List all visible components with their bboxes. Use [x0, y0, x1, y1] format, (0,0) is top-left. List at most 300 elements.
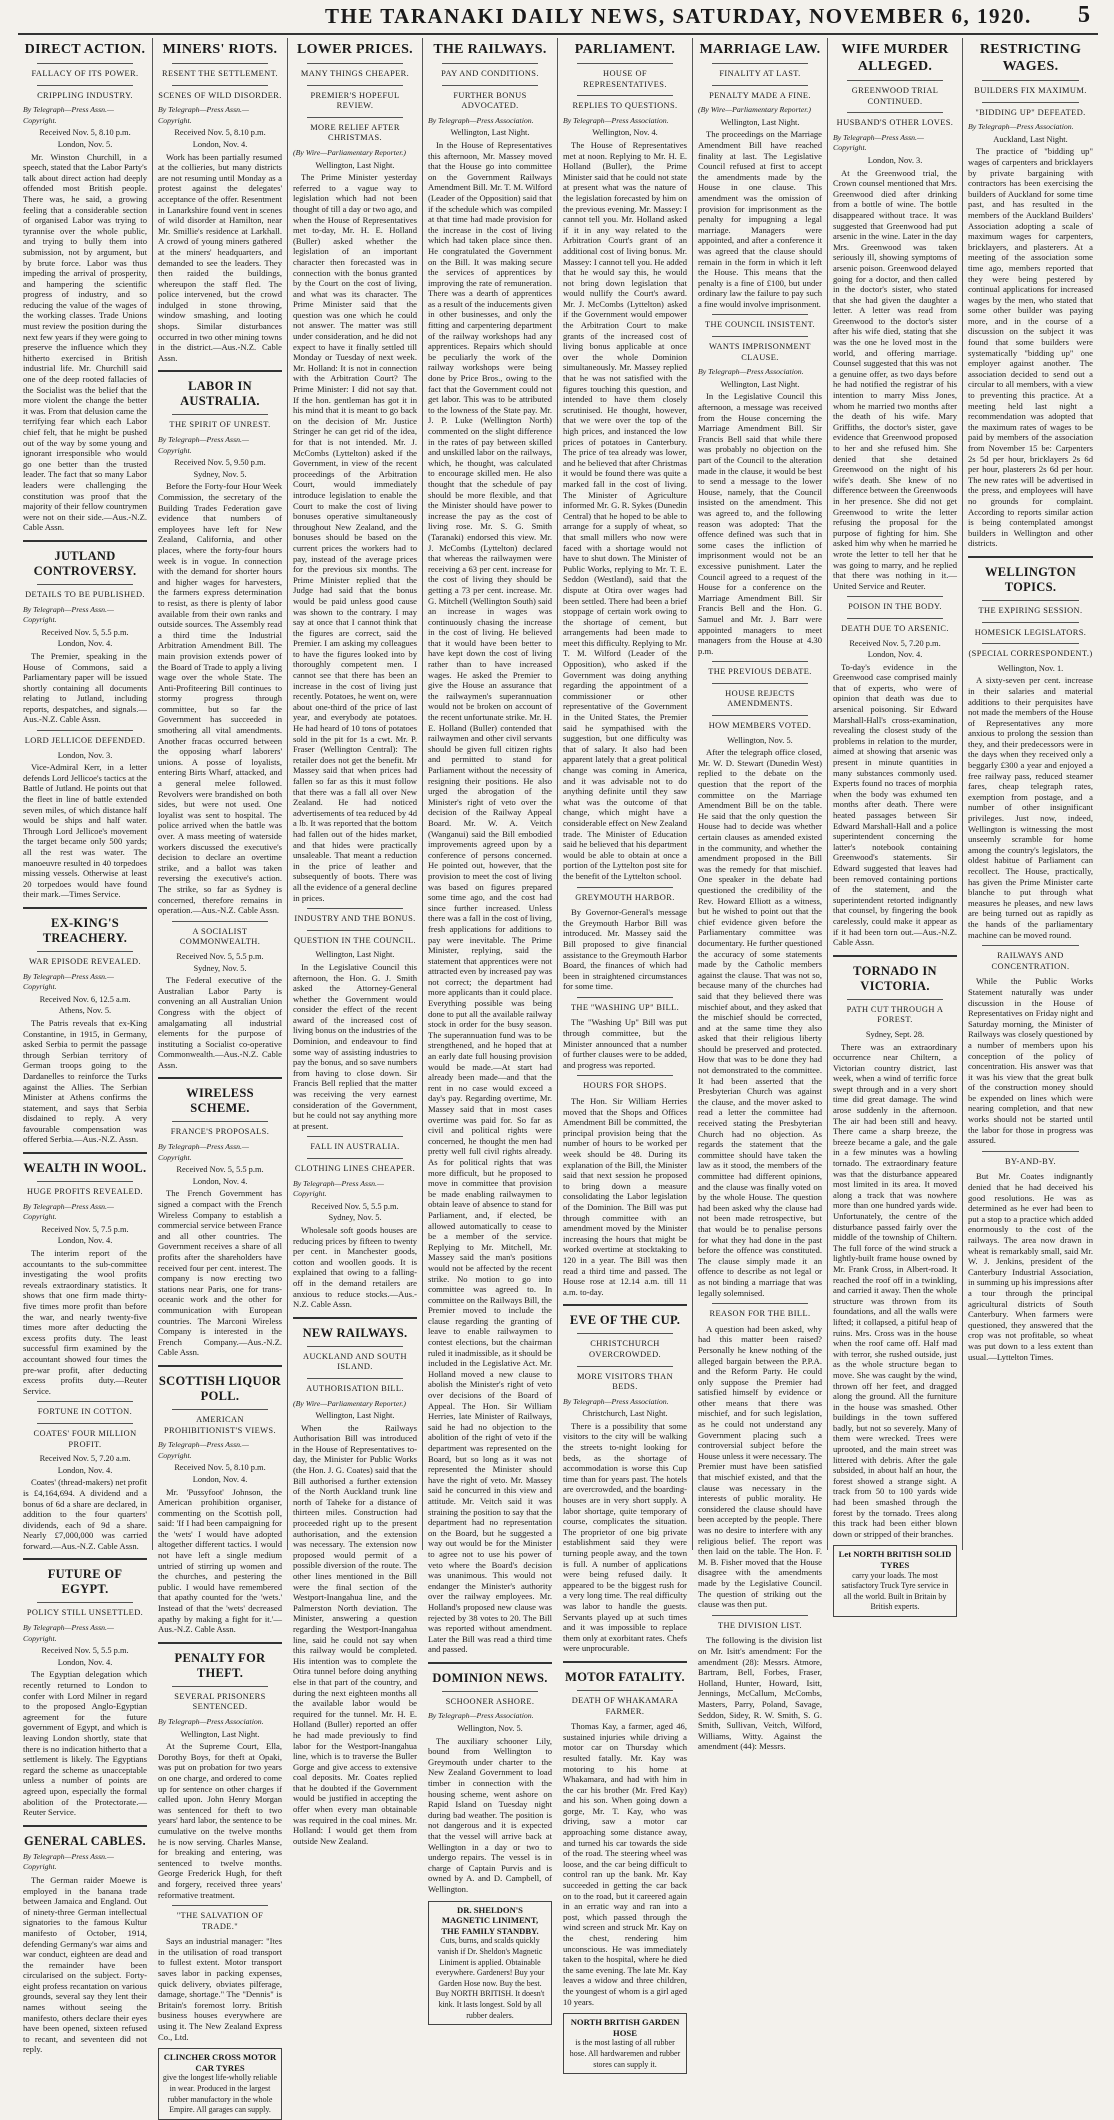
subhead-rule — [847, 80, 943, 81]
article-divider — [712, 314, 808, 315]
article-body: The Patris reveals that ex-King Constantine, in 1915, in Germany, asked Serbia to permit the passage through Serbian territory of German troops going to the Dardanelles to reinforce the Turks against the Allies. The Serbian Minister at Athens confirms the statement, and says that Serbia disdained to reply. A very favourable compensation was offered Serbia.—Aus.-N.Z. Assn. — [23, 1017, 147, 1145]
article — [563, 1075, 687, 1297]
subhead-rule — [307, 117, 403, 118]
article-divider — [982, 945, 1079, 946]
article — [23, 540, 147, 725]
article-headline: THE RAILWAYS. — [433, 42, 547, 57]
article-headline: MOTOR FATALITY. — [565, 1669, 685, 1684]
article-subheadline: HUSBAND'S OTHER LOVES. — [836, 118, 954, 128]
article-dateline: Wellington, Last Night. — [720, 379, 800, 389]
article-subheadline: SCHOONER ASHORE. — [445, 1696, 535, 1706]
article-body: In the Legislative Council this afternoon, the Hon. G. J. Smith asked the Attorney-General whether the Government would consider the effect of the recent award of the increased cost of living bonus on the industries of the Dominion, and endeavour to find some way of assisting industries to pay the bonus, and so save numbers from having to close down. Sir Francis Bell replied that the matter was receiving the very earnest consideration of the Government, but he could not say anything more at present. — [293, 961, 417, 1131]
advertisement-title: DR. SHELDON'S MAGNETIC LINIMENT, THE FAMILY STANDBY. — [441, 1904, 539, 1936]
article-headline: EX-KING'S TREACHERY. — [42, 915, 128, 945]
article-body: At the Greenwood trial, the Crown counsel mentioned that Mrs. Greenwood died after drinking from a bottle of wine. The bottle disappeared without trace. It was suggested that Greenwood had put arsenic in the wine. Later in the day Mrs. Greenwood was taken seriously ill, showing symptoms of arsenic poison. Greenwood delayed going for a doctor, and then called in the doctor's sister, who stated that she had given the daughter a letter. A letter was read from Greenwood to the doctor's sister after his wife died, stating that she was the one he loved most in the world, and offering marriage. Counsel suggested that this was not a genuine offer, as two days before he had notified the registrar of his intention to marry Miss Jones, whom he married two months after the death of his wife. Mary Griffiths, the doctor's sister, gave evidence that Greenwood proposed to her and she refused him. She denied that she detained Greenwood on the night of his wife's death. She knew of no difference between the Greenwoods in her presence. She did not get Greenwood to write the letter refusing the proposal for the purpose of fighting for him. She asked him why when he married he wrote the letter to tell her that he was going to marry, and he replied that there was nothing in it.—United Service and Reuter. — [833, 167, 957, 591]
subhead-rule — [172, 414, 268, 415]
article-body: There was an extraordinary occurrence near Chiltern, a Victorian country district, last week, when a wind of terrific force swept through and in a very short time did great damage. The wind arose suddenly in the afternoon. The air had been still and heavy. There came a sharp breeze, the breeze became a gale, and the gale in a few minutes was a howling tornado. The extraordinary feature was that the disturbance appeared most limited in its area. It moved along a track that was nowhere more than one hundred yards wide. Unfortunately, the centre of the disturbance passed fairly over the middle of the township of Chiltern. The full force of the wind struck a lightly-built frame house owned by Mr. Frank Cross, in Albert-road. It reached the roof off in a twinkling, and carried it away. Then the whole structure was thrown from its foundations, and all the walls were lifted; it collapsed, a pitiful heap of ruins. Mrs. Cross was in the house when the roof came off. Half mad with terror, she rushed outside, just as the whole structure began to move. She was caught by the wind, thrown off her feet, and dragged along the ground. All the furniture in the house was smashed. Other buildings in the town suffered badly, but not so severely. Many of them were wrecked. Trees were uprooted, and the main street was littered with debris. After the gale subsided, in about half an hour, the forest showed a strange sight. A track from 50 to 100 yards wide had been smashed through the forest by the tornado. Trees along this track had been either blown down or stripped of their branches. — [833, 1041, 957, 1539]
article-subheadline: SCENES OF WILD DISORDER. — [158, 90, 282, 100]
article-byline: By Telegraph—Press Assn.—Copyright. — [23, 971, 114, 992]
article-subheadline: HUGE PROFITS REVEALED. — [26, 1187, 144, 1197]
article — [23, 1825, 147, 2055]
article-divider — [833, 955, 957, 957]
article-subheadline: PATH CUT THROUGH A FOREST. — [846, 1004, 944, 1025]
article — [23, 907, 147, 1145]
article — [698, 1303, 822, 1610]
article-dateline: London, Nov. 3. — [867, 155, 923, 165]
article — [293, 908, 417, 1131]
article-headline: WEALTH IN WOOL. — [23, 1161, 147, 1176]
page-number: 5 — [1078, 2, 1090, 28]
newspaper-title: THE TARANAKI DAILY NEWS, SATURDAY, NOVEMBER 6, 1920. — [325, 4, 1032, 28]
advertisement-text: Cuts, burns, and scalds quickly vanish if Dr. Sheldon's Magnetic Liniment is applied. Obtainable everywhere. Gardeners! Buy your Garden Hose now. Buy the best. Buy NORTH BRITISH. It doesn't kink. It lasts longest. Sold by all rubber dealers. — [435, 1936, 545, 2020]
advertisement-text: is the most lasting of all rubber hose. All hardwaremen and rubber stores can supply it. — [569, 2038, 681, 2069]
subhead-rule — [847, 618, 943, 619]
article-dateline: Auckland, Last Night. — [993, 134, 1068, 144]
article-divider — [172, 921, 268, 922]
article-body: But Mr. Coates indignantly denied that he had deceived his good resolutions. He was as determined as he ever had been to put a stop to a practice which added enormously to the cost of the railways. The area now drawn in wheat is remarkably small, said Mr. W. J. Jenkins, president of the Canterbury Industrial Association, in summing up his impressions after a tour through the principal agricultural districts of South Canterbury. When farmers were questioned, they answered that the crop was not profitable, so wheat was put down to a less extent than usual.—Lyttelton Times. — [968, 1171, 1093, 1362]
article-dateline: Received Nov. 5, 5.5 p.m. — [311, 1201, 399, 1211]
advertisement-title: Let NORTH BRITISH SOLID TYRES — [838, 1549, 952, 1570]
article — [968, 556, 1093, 940]
article-divider — [37, 730, 133, 731]
subhead-rule — [307, 1158, 403, 1159]
article-dateline: Received Nov. 5, 8.10 p.m. — [174, 128, 266, 138]
article-divider — [23, 1825, 147, 1827]
article-subheadline: MORE VISITORS THAN BEDS. — [576, 1371, 674, 1392]
subhead-rule — [577, 1366, 673, 1367]
subhead-rule — [307, 63, 403, 64]
subhead-rule — [307, 930, 403, 931]
subhead-rule — [982, 622, 1079, 623]
article — [158, 1642, 282, 1900]
article — [563, 41, 687, 882]
article — [158, 921, 282, 1071]
article-subheadline: COATES' FOUR MILLION PROFIT. — [33, 1428, 137, 1449]
subhead-rule — [307, 1378, 403, 1379]
article-byline: By Telegraph—Press Assn.—Copyright. — [158, 1142, 249, 1162]
column-8 — [963, 38, 1098, 1550]
article-body: There is a possibility that some visitors to the city will be walking the streets to-night looking for beds, as the shortage of accommodation is worse this Cup time than for years past. The hotels are overcrowded, and the boarding-houses are in very short supply. A labor shortage, quite temporary of course, complicates the situation. The proprietor of one big private establishment said they were turning people away, and the town is full. A number of applications were being refused daily. It appeared to be the biggest rush for a very long time. The real difficulty was labor to handle the guests. Servants played up at such times and it was impossible to replace them only at exorbitant rates. Chefs were unprocurable. — [563, 1420, 687, 1654]
article-byline: By Telegraph—Press Association. — [428, 115, 534, 125]
article-byline: By Telegraph—Press Assn.—Copyright. — [833, 132, 924, 153]
article-divider — [307, 1136, 403, 1137]
article-subheadline: FALLACY OF ITS POWER. — [31, 69, 139, 78]
subhead-rule — [172, 1121, 268, 1122]
article — [158, 1077, 282, 1357]
article-subheadline: THE SPIRIT OF UNREST. — [169, 420, 271, 430]
article — [293, 41, 417, 903]
subhead-rule — [847, 999, 943, 1000]
article-subheadline: CLOTHING LINES CHEAPER. — [294, 1164, 416, 1173]
article-headline: DIRECT ACTION. — [24, 42, 146, 57]
article — [563, 1661, 687, 2007]
article-headline: MINERS' RIOTS. — [162, 42, 278, 57]
article-subheadline: HOURS FOR SHOPS. — [583, 1081, 667, 1091]
article-divider — [158, 1642, 282, 1644]
article-subheadline: WANTS IMPRISONMENT CLAUSE. — [709, 342, 811, 362]
article-body: The French Government has signed a compact with the French Wireless Company to establish a commercial service between France and all other countries. The Government receives a share of all profits after the shareholders have received four per cent. interest. The company is now erecting two stations near Paris, one for trans-oceanic work and the other for communication with European countries. The Marconi Wireless Company is interested in the French Company.—Aus.-N.Z. Cable Assn. — [158, 1188, 282, 1358]
article-divider — [158, 370, 282, 372]
article-byline: By Telegraph—Press Association. — [428, 1711, 534, 1721]
article-subheadline: FRANCE'S PROPOSALS. — [170, 1127, 270, 1137]
article — [23, 730, 147, 900]
article-place-dateline: London, Nov. 4. — [57, 1465, 113, 1475]
article — [158, 370, 282, 915]
article-subheadline: AUTHORISATION BILL. — [306, 1383, 404, 1393]
column-6 — [693, 38, 828, 1752]
article-dateline: Wellington, Last Night. — [450, 128, 530, 138]
article-headline: RESTRICTING WAGES. — [979, 42, 1082, 74]
article — [968, 41, 1093, 549]
article-dateline: Wellington, Last Night. — [315, 1411, 395, 1421]
article-body: Vice-Admiral Kerr, in a letter defends Lord Jellicoe's tactics at the Battle of Jutland. He points out that the fleet in line of battle extended seven miles, of which distance half would be ships and half water. Through Lord Jellicoe's movement the target became only 500 yards; all the rest was water. The manoeuvre resulted in 40 torpedoes missing vessels. Otherwise at least 20 torpedoes would have found their mark.—Times Service. — [23, 762, 147, 900]
article-body: Says an industrial manager: "Ites in the utilisation of road transport to fullest extent. Motor transport saves labor in packing expenses, quick delivery, obviates pilferage, damage, shortage." The "Dennis" is Britain's foremost lorry. British business houses everywhere are using it. The New Zealand Express Co., Ltd. — [158, 1936, 282, 2042]
article-headline: EVE OF THE CUP. — [569, 1313, 681, 1328]
article — [833, 41, 957, 591]
article-body: At the Supreme Court, Ella, Dorothy Boys, for theft at Opaki, was put on probation for two years on one charge, and ordered to come up for sentence on other charges if called upon. John Henry Morgan was sentenced for theft to two years' hard labor, the sentence to be cumulative on the twelve months he is now serving. Charles Manse, for breaking and entering, was sentenced to twelve months. George Frederick Hugh, for theft and forgery, received three years' reformative treatment. — [158, 1741, 282, 1900]
article-dateline: Received Nov. 5, 8.10 p.m. — [39, 128, 131, 138]
advertisement — [563, 2013, 687, 2074]
article-subheadline: FORTUNE IN COTTON. — [37, 1407, 133, 1417]
advertisement-title: NORTH BRITISH GARDEN HOSE — [570, 2017, 680, 2038]
article-place-dateline: London, Nov. 4. — [57, 1236, 113, 1246]
subhead-rule — [172, 85, 268, 86]
subhead-rule — [712, 85, 808, 86]
article-byline: By Telegraph—Press Association. — [968, 122, 1074, 132]
subhead-rule — [982, 80, 1079, 81]
article-headline: FUTURE OF EGYPT. — [47, 1567, 123, 1597]
article-divider — [158, 1077, 282, 1079]
article-divider — [577, 997, 673, 998]
article-body: The House of Representatives met at noon. Replying to Mr. H. E. Holland (Buller), the Prime Minister said that he could not state at present what was the nature of the legislation forecasted by him on the previous evening. Mr. Massey: I cannot tell you. Mr. Holland asked if it in any way related to the Arbitration Court's grant of an additional cost of living bonus. Mr. Massey: I cannot tell you. He added that he would say this, he would not bring down legislation that would nullify the Court's award. Mr. J. McCombs (Lyttelton) asked if the Government would empower the Arbitration Court to make grants of the increased cost of living bonus applicable at once over the whole Dominion simultaneously. Mr. Massey replied that he was not satisfied with the figures touching this question, and intended to have them closely scrutinised. He thought, however, that we were over the top of the high prices, and instanced the low prices of potatoes in Canterbury. The price of tea already was lower, and he believed that after Christmas it would be found there was quite a marked fall in the cost of living. The Minister of Agriculture informed Mr. G. R. Sykes (Dunedin Central) that he hoped to be able to arrange for a supply of wheat, so that small millers who now were faced with a shortage would not have to shut down. The Minister of Public Works, replying to Mr. T. E. Seddon (Westland), said that the dispute at Otira over wages had been settled. There had been a brief stoppage of certain work owing to the shortage of cement, but arrangements had been made to meet this difficulty. Replying to Mr. T. M. Wilford (Leader of the Opposition), who asked if the Government was doing anything regarding the appointment of a commissioner or other representative of the Government in the United States, the Premier said he sympathised with the suggestion, but one difficulty was that of salary. It also had been apparent lately that a great political change was coming in America, and it was advisable not to do anything definite until they saw what was the outcome of that change, which might have a considerable effect on New Zealand trade. The Minister of Education said he believed that his department would be able to obtain at once a portion of the Lyttelton post site for the benefit of the Lyttelton school. — [563, 139, 687, 881]
article-place-dateline: London, Nov. 5. — [57, 139, 113, 149]
subhead-rule — [37, 85, 133, 86]
article — [833, 955, 957, 1540]
article-subheadline: THE COUNCIL INSISTENT. — [705, 320, 815, 330]
article-subheadline: AMERICAN PROHIBITIONIST'S VIEWS. — [164, 1414, 276, 1435]
article-subheadline: DEATH OF WHAKAMARA FARMER. — [571, 1695, 679, 1716]
article-body: After the telegraph office closed, Mr. W. D. Stewart (Dunedin West) replied to the debate on the question that the report of the committee on the Marriage Amendment Bill be on the table. He said that the only question the House had to decide was whether certain clauses as amended existed in the community, and whether the amendment proposed in the Bill was the remedy for that mischief. One speaker in the debate had questioned the credibility of the Rev. Howard Elliott as a witness, but he wished to point out that the chief evidence given before the Parliamentary committee was documentary. He further questioned the accuracy of some statements made by the Catholic members against the clause. That was not so, because many of the churches had said that they believed there was mischief about, and they asked that the mischief should be corrected, and at the same time they also asked that their religious liberty should be preserved and protected. How that was to be done they had not demonstrated to the committee. It had been asserted that the Presbyterian Church was against the clause, and the mover asked to read a letter the committee had received stating the Presbyterian Church had no objection. As regards the statement that the committee should have taken the law as it stood, the members of the committee had different opinions, and the clause was finally voted on by the whole House. The question had been asked why the clause had not been made retrospective, but that would be to penalise persons for what they had done in the past before the offence was constituted. The clause simply made it an offence to describe as not legal or as not binding a marriage that was legally solemnised. — [698, 747, 822, 1298]
article-body: While the Public Works Statement naturally was under discussion in the House of Representatives on Friday night and Saturday morning, the Minister of Railways was closely questioned by a number of members upon his conception of the policy of concentration. His answer was that it was his view that the great bulk of the construction money should be expended on lines which were nearing completion, and that new works should not be started until the labor for those in progress was assured. — [968, 976, 1093, 1146]
article-body: In the Legislative Council this afternoon, a message was received from the House concerning the Marriage Amendment Bill. Sir Francis Bell said that while there was probably no objection on the part of the Council to the alteration made in the clause, it would be best to send a message to the lower House, namely, that the Council insisted on the amendment. This was agreed to, and the following reason was adopted: That the offence defined was such that in some cases the infliction of imprisonment would not be an excessive punishment. Later the Council agreed to a request of the House for a conference on the Marriage Amendment Bill. Sir Francis Bell and the Hon. G. Samuel and Mr. J. Barr were appointed managers to meet managers from the House at 4.30 p.m. — [698, 391, 822, 656]
article-body: The auxiliary schooner Lily, bound from Wellington to Greymouth under charter to the New Zealand Government to load timber in connection with the housing scheme, went ashore on Rapid Island on Tuesday night during bad weather. The position is not dangerous and it is expected that the vessel will arrive back at Wellington in a day or two to undergo repairs. The vessel is in charge of Captain Purvis and is owned by A. and D. Campbell, of Wellington. — [428, 1735, 552, 1894]
article-subheadline: REPLIES TO QUESTIONS. — [572, 101, 678, 111]
article-body: Mr. Winston Churchill, in a speech, stated that the Labor Party's talk about direct action had deeply offended most British people. There was, he said, a growing feeling that a considerable section of organised Labor was trying to tyrannise over the whole public, and trying to bully them into submission, not by argument, but by brute force. Labor was thus impeding the arrival of prosperity, and hampering the scientific progress of industry, and so reducing the value of the wages of the working classes. Trade Unions must review the position during the next few years if they were going to preserve the influence which they hitherto exercised in British industrial life. Mr. Churchill said one of the deep rooted fallacies of the Socialist was the belief that the more violent the change the better it was. From that delusion came the terrifying fear which each Labor chief felt, that he might be pushed out of the way by some young and ignorant irresponsible who would go one better than the trusted leader. The fact that so many Labor leaders were challenging the constitution was proof that the majority of their fellow countrymen were not on their side.—Aus.-N.Z. Cable Assn. — [23, 151, 147, 533]
article-dateline: Wellington, Last Night. — [315, 950, 395, 960]
subhead-rule — [37, 584, 133, 585]
article-subheadline: BY-AND-BY. — [1004, 1156, 1057, 1166]
advertisement — [428, 1901, 552, 2026]
subhead-rule — [37, 1602, 133, 1603]
article-place-dateline: Sydney, Nov. 5. — [328, 1213, 382, 1223]
article-byline: (By Wire—Parliamentary Reporter.) — [698, 105, 811, 115]
article-headline: TORNADO IN VICTORIA. — [853, 963, 937, 993]
article-divider — [563, 1661, 687, 1663]
article-subheadline: FINALITY AT LAST. — [719, 69, 801, 78]
subhead-rule — [172, 63, 268, 64]
article-byline: By Telegraph—Press Association. — [158, 1717, 264, 1726]
advertisement-title: CLINCHER CROSS MOTOR CAR TYRES — [163, 2052, 277, 2073]
article-subheadline: POLICY STILL UNSETTLED. — [26, 1608, 144, 1618]
subhead-rule — [982, 102, 1079, 103]
article-dateline: Received Nov. 5, 5.5 p.m. — [41, 627, 129, 637]
article-headline: LOWER PRICES. — [297, 42, 413, 57]
article-body: The Premier, speaking in the House of Commons, said a Parliamentary paper will be issued shortly containing all documents relating to Jutland, including reports, despatches, and signals.—Aus.-N.Z. Cable Assn. — [23, 650, 147, 725]
article-headline: DOMINION NEWS. — [432, 1670, 548, 1685]
article-headline: GENERAL CABLES. — [24, 1833, 146, 1848]
article — [23, 1401, 147, 1551]
subhead-rule — [442, 85, 538, 86]
subhead-rule — [172, 1409, 268, 1410]
article-place-dateline: London, Nov. 3. — [57, 750, 113, 760]
article-place-dateline: London, Nov. 4. — [192, 139, 248, 149]
article-subheadline: FURTHER BONUS ADVOCATED. — [453, 90, 527, 111]
subhead-rule — [577, 63, 673, 64]
article-divider — [37, 1401, 133, 1402]
subhead-rule — [712, 683, 808, 684]
article-divider — [712, 1303, 808, 1304]
article-subheadline: BUILDERS FIX MAXIMUM. — [974, 86, 1087, 95]
article-subheadline: WAR EPISODE REVEALED. — [29, 956, 141, 966]
article-dateline: Received Nov. 5, 5.5 p.m. — [176, 1165, 264, 1175]
article — [698, 1615, 822, 1752]
article-place-dateline: Sydney, Nov. 5. — [193, 963, 247, 973]
article — [833, 596, 957, 947]
article-subheadline: AUCKLAND AND SOUTH ISLAND. — [303, 1351, 407, 1372]
article — [563, 997, 687, 1071]
subhead-rule — [37, 951, 133, 952]
article-subheadline: RAILWAYS AND CONCENTRATION. — [991, 951, 1070, 971]
article-subheadline: "BIDDING UP" DEFEATED. — [975, 107, 1086, 117]
article-headline: LABOR IN AUSTRALIA. — [180, 379, 260, 409]
article-body: The following is the division list on Mr. Isitt's amendment: For the amendment (28): Messrs. Atmore, Bartram, Bell, Forbes, Fraser, Holland, Hunter, Howard, Isitt, Jennings, McCallum, McCombs, Masters, Parry, Poland, Savage, Seddon, Sidey, R. W. Smith, S. G. Smith, Sullivan, Veitch, Wilford, Williams, Witty. Against the amendment (44): Messrs. — [698, 1635, 822, 1752]
subhead-rule — [37, 63, 133, 64]
article-place-dateline: London, Nov. 4. — [192, 1176, 248, 1186]
article — [158, 41, 282, 363]
article-dateline: Wellington, Nov. 5. — [457, 1724, 523, 1734]
article-headline: MARRIAGE LAW. — [699, 42, 821, 57]
article-dateline: Wellington, Last Night. — [315, 160, 395, 170]
article-divider — [23, 907, 147, 909]
article-body: The Federal executive of the Australian Labor Party is convening an all Australian Union Congress with the object of amalgamating all industrial elements for the purpose of instituting a Socialist co-operative Commonwealth.—Aus.-N.Z. Cable Assn. — [158, 975, 282, 1070]
article-subheadline: HOW MEMBERS VOTED. — [708, 721, 812, 731]
column-1 — [18, 38, 153, 2055]
article-subheadline: MANY THINGS CHEAPER. — [300, 69, 410, 78]
article-byline: By Telegraph—Press Assn.—Copyright. — [158, 1440, 249, 1460]
article-byline: By Telegraph—Press Assn.—Copyright. — [158, 435, 249, 455]
subhead-rule — [37, 1423, 133, 1424]
article-subheadline: THE "WASHING UP" BILL. — [570, 1002, 680, 1012]
column-4 — [423, 38, 558, 2020]
article-headline: PENALTY FOR THEFT. — [174, 1650, 266, 1680]
article-body: The Hon. Sir William Herries moved that the Shops and Offices Amendment Bill be committed, the principal provision being that the number of hours to be worked per week should be 48. During its explanation of the Bill, the Minister said that next session he proposed to bring down a measure consolidating the Labor legislation of the Dominion. The Bill was put through committee with an amendment moved by the Minister increasing the hours that might be worked overtime at stocktaking to 120 in a year. The Bill was then read a third time and passed. The House rose at 12.14 a.m. till 11 a.m. to-day. — [563, 1096, 687, 1297]
article-place-dateline: Athens, Nov. 5. — [58, 1006, 112, 1016]
article-byline: By Telegraph—Press Assn.—Copyright. — [293, 1178, 384, 1199]
article-subheadline: REASON FOR THE BILL. — [709, 1309, 811, 1319]
article-divider — [23, 1152, 147, 1154]
article-byline: (By Wire—Parliamentary Reporter.) — [293, 147, 406, 157]
article-subheadline: GREENWOOD TRIAL CONTINUED. — [851, 86, 939, 106]
article-subheadline: HOMESICK LEGISLATORS. — [974, 627, 1087, 637]
article-divider — [968, 556, 1093, 558]
article-divider — [982, 1151, 1079, 1152]
article-dateline: Wellington, Last Night. — [720, 117, 800, 127]
article-headline: WIRELESS SCHEME. — [186, 1086, 254, 1116]
article-body: The German raider Moewe is employed in the banana trade between Jamaica and England. Out of ninety-three German intellectual signatories to the famous Kultur manifesto of October, 1914, defending Germany's war aims and war conduct, eighteen are dead and the remainder have been circularised on the subject. Forty-eight profess recantation on various grounds, several say they lent their names without seeing the manifesto, others declare their eyes have been opened, sixteen refused to recant, and seventeen did not reply. — [23, 1874, 147, 2055]
article-subheadline: PREMIER'S HOPEFUL REVIEW. — [310, 90, 400, 111]
article-headline: PARLIAMENT. — [574, 42, 676, 57]
article-subheadline: (SPECIAL CORRESPONDENT.) — [968, 649, 1093, 659]
masthead — [0, 0, 1114, 34]
article-place-dateline: Sydney, Nov. 5. — [193, 469, 247, 479]
subhead-rule — [442, 1691, 538, 1692]
column-5 — [558, 38, 693, 2069]
article-divider — [428, 1662, 552, 1664]
article-divider — [23, 540, 147, 542]
article-divider — [172, 1905, 268, 1906]
article-divider — [23, 1558, 147, 1560]
article-subheadline: CRIPPLING INDUSTRY. — [37, 90, 133, 100]
article-byline: (By Wire—Parliamentary Reporter.) — [293, 1398, 406, 1408]
article-body: The practice of "bidding up" wages of carpenters and bricklayers by private bargaining with contractors has been exercising the builders of Auckland for some time past, and has resulted in the members of the Auckland Builders' Association adopting a scale of maximum wages for carpenters, bricklayers, and plasterers. At a meeting of the association some time ago, members reported that they were being pestered by continual applications for increased wages by the men, who stated that some other builder was paying more, and in the course of a discussion on the subject it was found that some builders were systematically "bidding up" one employer against another. The association decided to send out a circular to all members, with a view to preventing this practice. At a meeting held last night a recommendation was adopted that the maximum rates of wages to be paid by members of the association from November 15 be: Carpenters 2s 5d per hour, bricklayers 2s 6d per hour, plasterers 2s 6d per hour. The new rates will be advertised in the press, and employees will have no grounds for complaint. According to reports similar action is being contemplated amongst builders in Wellington and other districts. — [968, 146, 1093, 549]
article-subheadline: GREYMOUTH HARBOR. — [575, 892, 675, 902]
article-subheadline: LORD JELLICOE DEFENDED. — [24, 736, 146, 746]
article-dateline: Received Nov. 5, 9.50 p.m. — [174, 458, 266, 468]
article-dateline: Wellington, Last Night. — [180, 1729, 260, 1739]
article-body: The Egyptian delegation which recently returned to London to confer with Lord Milner in regard to the proposed Anglo-Egyptian agreement for the future government of Egypt, and which is leaving London shortly, state that there is no indication hitherto that a settlement is likely. The Egyptians regard the scheme as unacceptable unless a number of points are agreed upon, especially the formal abolition of the Protectorate.—Reuter Service. — [23, 1669, 147, 1818]
article — [428, 1662, 552, 1895]
article — [428, 41, 552, 1655]
article-dateline: Received Nov. 5, 7.20 p.m. — [849, 638, 941, 648]
column-3 — [288, 38, 423, 1846]
subhead-rule — [982, 643, 1079, 644]
column-2 — [153, 38, 288, 2115]
subhead-rule — [37, 1181, 133, 1182]
article-place-dateline: London, Nov. 4. — [57, 1657, 113, 1667]
article-byline: By Telegraph—Press Assn.—Copyright. — [23, 1851, 114, 1872]
article-subheadline: INDUSTRY AND THE BONUS. — [294, 914, 416, 924]
article-body: When the Railways Authorisation Bill was introduced in the House of Representatives to-day, the Minister for Public Works (the Hon. J. G. Coates) said that the Bill authorised a further extension of the North Auckland trunk line north of Taheke for a distance of thirteen miles. Construction had proceeded right up to the present authorisation, and the extension was necessary. The extension now proposed would permit of a possible diversion of the route. The other lines mentioned in the Bill were the final section of the Westport-Inangahua line, and the Palmerston North deviation. The Minister, answering a question regarding the Westport-Inangahua line, said he could not say when this railway would be completed. His intention was to complete the Otira tunnel before doing anything else in that part of the country, and during the next eighteen months all the available labor would be required for the tunnel. Mr. H. E. Holland (Buller) reported an offer he had made previously to find labor for the Westport-Inangahua line, which is to traverse the Buller Gorge and give access to extensive coal deposits. Mr. Coates replied that he doubted if the Government would be justified in accepting the offer when every man obtainable was required in the coal mines. Mr. Holland: I would get them from outside New Zealand. — [293, 1422, 417, 1846]
article-dateline: Received Nov. 5, 8.10 p.m. — [174, 1463, 266, 1473]
article-headline: NEW RAILWAYS. — [302, 1325, 408, 1340]
article-body: Work has been partially resumed at the collieries, but many districts are not resuming until Monday as a protest against the delegates' acceptance of the offer. Resentment in Lanarkshire found vent in scenes of wild disorder at Hamilton, near Mr. Smillie's residence at Larkhall. A crowd of young miners gathered at the miners' headquarters, and demanded to see the leaders. They then raided the buildings, whereupon the staff fled. The police intervened, but the crowd indulged in stone throwing, window smashing, and looting shops. Similar disturbances occurred in two other mining towns in the district.—Aus.-N.Z. Cable Assn. — [158, 151, 282, 363]
subhead-rule — [847, 112, 943, 113]
article-body: A question had been asked, why had this matter been raised? Personally he knew nothing of the alleged bargain between the P.P.A. and the Reform Party. He could only suppose the Premier had satisfied himself by evidence or other means that there was mischief, and for such legislation, as he could not understand any Government placing such a controversial subject before the House unless it were necessary. The Premier must have been satisfied that mischief existed, and that the clause was necessary in the interests of public morality. He considered the clause should have been accepted by the people. There was no desire to interfere with any religious belief. The report was then laid on the table. The Hon. F. M. B. Fisher moved that the House disagree with the amendments made by the Legislative Council. The question of striking out the clause was then put. — [698, 1323, 822, 1610]
article-body: Coates' (thread-makers) net profit is £4,164,694. A dividend and a bonus of 6d a share are declared, in addition to the four quarters' dividends, each of 9d a share. Nearly £7,000,000 was carried forward.—Aus.-N.Z. Cable Assn. — [23, 1477, 147, 1551]
advertisement — [833, 1545, 957, 1617]
article-body: Wholesale soft goods houses are reducing prices by fifteen to twenty per cent. in Manchester goods, cotton and woollen goods. It is explained that owing to a falling-off in the demand retailers are anxious to reduce stocks.—Aus.-N.Z. Cable Assn. — [293, 1224, 417, 1310]
article — [158, 1365, 282, 1635]
subhead-rule — [172, 1686, 268, 1687]
subhead-rule — [577, 95, 673, 96]
article-byline: By Telegraph—Press Association. — [563, 115, 669, 125]
subhead-rule — [712, 336, 808, 337]
article-byline: By Telegraph—Press Assn.—Copyright. — [23, 1623, 114, 1643]
article-headline: WIFE MURDER ALLEGED. — [841, 42, 949, 74]
subhead-rule — [712, 63, 808, 64]
article-body: The interim report of the accountants to the sub-committee investigating the wool profits reveals extraordinary statistics. It shows that one firm made thirty-five times more profit than before the war, and nearly twenty-five times more after deducting the excess profits duty. The least successful firm examined by the accountant showed four times the pre-war profit, after deducting excess profits duty.—Reuter Service. — [23, 1248, 147, 1396]
article — [23, 1558, 147, 1817]
article-subheadline: MORE RELIEF AFTER CHRISTMAS. — [310, 122, 400, 143]
article-divider — [577, 887, 673, 888]
article-divider — [712, 1615, 808, 1616]
subhead-rule — [577, 1690, 673, 1691]
article-divider — [158, 1365, 282, 1367]
article-subheadline: A SOCIALIST COMMONWEALTH. — [179, 926, 261, 947]
article-divider — [563, 1304, 687, 1306]
article-subheadline: THE DIVISION LIST. — [717, 1620, 803, 1630]
subhead-rule — [577, 1333, 673, 1334]
article-dateline: Received Nov. 5, 5.5 p.m. — [176, 951, 264, 961]
article-subheadline: CHRISTCHURCH OVERCROWDED. — [588, 1339, 662, 1359]
subhead-rule — [982, 600, 1079, 601]
advertisement — [158, 2048, 282, 2120]
article-byline: By Telegraph—Press Assn.—Copyright. — [23, 105, 114, 125]
column-7 — [828, 38, 963, 1612]
article-byline: By Telegraph—Press Association. — [563, 1396, 669, 1406]
article-subheadline: HOUSE REJECTS AMENDMENTS. — [725, 688, 795, 709]
article-body: Thomas Kay, a farmer, aged 46, sustained injuries while driving a motor car on Thursday which resulted fatally. Mr. Kay was motoring to his home at Whakamara, and had with him in the car his brother (Mr. Fred Kay) and his son. When going down a gorge, Mr. T. Kay, who was driving, saw a motor car approaching some distance away, and turned his car towards the side of the road. The steering wheel was loose, and the car being difficult to control ran up the bank. Mr. Kay succeeded in getting the car back on to the road, but it careered again in an erratic way and ran into a post, which passed through the wind screen and struck Mr. Kay on the chest, rendering him unconscious. He was immediately taken to the hospital, where he died the same evening. The late Mr. Kay leaves a widow and three children, the youngest of whom is a girl aged 10 years. — [563, 1721, 687, 2007]
article-place-dateline: London, Nov. 4. — [867, 650, 923, 660]
article-dateline: Received Nov. 6, 12.5 a.m. — [39, 994, 131, 1004]
article-subheadline: HOUSE OF REPRESENTATIVES. — [583, 69, 667, 89]
article-subheadline: QUESTION IN THE COUNCIL. — [293, 935, 417, 945]
article — [698, 661, 822, 1298]
article-body: The proceedings on the Marriage Amendment Bill have reached finality at last. The Legislative Council refused at first to accept the amendments made by the House in one clause. This amendment was the omission of provision for imprisonment as the penalty for impugning a legal marriage. Managers were appointed, and after a conference it was agreed that the clause should remain in the form in which it left the House. This means that the penalty is a fine of £100, but under ordinary law the failure to pay such a fine would involve imprisonment. — [698, 129, 822, 309]
article — [698, 314, 822, 656]
article-headline: SCOTTISH LIQUOR POLL. — [158, 1373, 282, 1403]
article-dateline: Sydney, Sept. 28. — [865, 1029, 925, 1039]
article-headline: JUTLAND CONTROVERSY. — [33, 548, 137, 578]
article — [698, 41, 822, 309]
article-subheadline: PAY AND CONDITIONS. — [441, 69, 539, 78]
article-dateline: Received Nov. 5, 7.5 p.m. — [41, 1224, 129, 1234]
article-divider — [577, 1075, 673, 1076]
advertisement-text: give the longest life-wholly reliable in wear. Produced in the largest rubber manufactory in the whole Empire. All garages can supply. — [162, 2073, 278, 2115]
article-subheadline: "THE SALVATION OF TRADE." — [176, 1911, 264, 1931]
article — [563, 1304, 687, 1654]
article-subheadline: RESENT THE SETTLEMENT. — [161, 69, 279, 78]
article — [23, 1152, 147, 1396]
article — [293, 1136, 417, 1309]
article-body: Mr. 'Pussyfoot' Johnson, the American prohibition organiser, commenting on the Scottish poll, said: 'If I had been campaigning for the 'wets' I would have adopted altogether different tactics. I would not have left a single medium untried of stirring up women and the churches, and pestering the public. I would have remembered that apathy counted for the 'wets.' Instead of that the 'wets' decreased apathy by making a fight for it.'—Aus.-N.Z. Cable Assn. — [158, 1486, 282, 1635]
article-place-dateline: London, Nov. 4. — [57, 639, 113, 649]
article-byline: By Telegraph—Press Assn.—Copyright. — [23, 604, 114, 625]
article-subheadline: POISON IN THE BODY. — [848, 602, 942, 612]
article-divider — [847, 596, 943, 597]
article-body: A sixty-seven per cent. increase in their salaries and material additions to their perquisites have not made the members of the House of Representatives any more anxious to prolong the session than they, and their predecessors were in the days when they received only a beggarly £300 a year and enjoyed a free railway pass, reduced steamer fares, cheap telegraph rates, exemption from postage, and a number of other insignificant privileges. Just now, indeed, Wellington is witnessing the most unseemly scramble for home among the country's legislators, the oldest habitue of Parliament can recollect. The House, practically, has given the Prime Minister carte blanche to put through what measures he pleases, and new laws are being turned out as rapidly as the hands of the parliamentary machine can be moved round. — [968, 675, 1093, 940]
article-subheadline: THE EXPIRING SESSION. — [978, 605, 1083, 615]
advertisement-text: carry your loads. The most satisfactory Truck Tyre service in all the world. Built in Britain by British experts. — [841, 1570, 949, 1612]
subhead-rule — [442, 63, 538, 64]
article-dateline: Received Nov. 5, 7.20 a.m. — [39, 1454, 131, 1464]
article-subheadline: FALL IN AUSTRALIA. — [310, 1142, 400, 1152]
page-columns — [18, 38, 1098, 2115]
article-subheadline: SEVERAL PRISONERS SENTENCED. — [174, 1691, 266, 1712]
article-body: In the House of Representatives this afternoon, Mr. Massey moved that the House go into committee on the Government Railways Amendment Bill. Mr. T. M. Wilford (Leader of the Opposition) said that if the schedule which was compiled at that time had made provision for the increase in the cost of living which had taken place since then. He congratulated the Government on the Bill. It was making secure the services of apprentices by improving the rate of remuneration. There was a dearth of apprentices as a result of the inducements given in other businesses, and only the fitting and carpentering department of the railway workshops had any apprentices. Repairs which should be peculiarly the work of the railway workshops were being done by Price Bros., owing to the fact that the Government could not get labor. This was to be attributed to the lowness of the State pay. Mr. J. P. Luke (Wellington North) commented on the slight difference in the rates of pay between skilled and unskilled labor on the railways, which, he thought, was calculated to encourage skilled men. He also thought that the schedule of pay should be more flexible, and that the Minister should have power to increase the pay as the cost of living rose. Mr. S. G. Smith (Taranaki) endorsed this view. Mr. J. McCombs (Lyttelton) declared that whereas the railwaymen were receiving a 63 per cent. increase for the cost of living they should be getting a 73 per cent. increase. Mr. G. Mitchell (Wellington South) said an increase in wages was continuously chasing the increase in the cost of living. He believed that it would have been better to have kept down the cost of living rather than to have increased wages. He asked the Premier to give the House an assurance that the railwaymen's superannuation would not be broken on account of the recent unfortunate strike. Mr. H. E. Holland (Buller) contended that railwaymen and other civil servants should be given full citizen rights and permitted to stand for Parliament without the necessity of resigning their positions. He also urged the abrogation of the Minister's right of veto over the decision of the Railway Appeal Board. Mr. W. A. Veitch (Wanganui) said the Bill embodied improvements agreed upon by a conference of persons concerned. He pointed out, however, that the provision to meet the cost of living was based on figures prepared some time ago, and the cost had since further increased. Unless there was a fall in the cost of living, fresh applications for additions to pay were inevitable. The Prime Minister, replying, said the statement that apprentices were not attracted even by increased pay was not correct; the department had more applicants than it could place. Everything possible was being done to put all the available railway stock in order for the busy season. The superannuation fund was to be strengthened, and he hoped that at an early date full housing provision would be made.—At start had already been made—and that the rent in no case would exceed a day's pay. Regarding overtime, Mr. Massey said that in most cases overtime was paid for. So far as civil and political rights were concerned, he thought the men had pretty well full civil rights already. As for political rights that was more difficult, but he proposed to move in committee that provision be made enabling railwaymen to obtain leave of absence to stand for Parliament, and, if elected, be allowed automatically to cease to be a member of the service. Replying to Mr. Mitchell, Mr. Massey said the man's positions would not be affected by the recent strike. No motion to go into committee was agreed to. In committee on the Railways Bill, the Premier moved to include the clause regarding the granting of leave to enable railwaymen to contest elections, but the chairman ruled it inadmissible, as it should be included in the Legislative Act. Mr. Holland moved a new clause to abolish the Minister's right of veto over decisions of the Board of Appeal. The Hon. Sir William Herries, late Minister of Railways, said he had no objection to the abolition of the right of veto if the department was represented on the Board, but so long as it was not represented the Minister should have the right of veto. Mr. Massey said he concurred in this view and attitude. Mr. Veitch said it was straining the position to say that the department had no representation on the Board, but he suggested a way out would be for the Minister to agree not to use his power of veto where the Board's decision was unanimous. This would not endanger the Minister's authority over the railway employees. Mr. Holland's proposed new clause was rejected by 38 votes to 20. The Bill was reported without amendment. Later the Bill was read a third time and passed. — [428, 139, 552, 1655]
article-byline: By Telegraph—Press Assn.—Copyright. — [23, 1201, 114, 1222]
subhead-rule — [307, 1346, 403, 1347]
article-byline: By Telegraph—Press Association. — [698, 367, 804, 377]
article-divider — [712, 661, 808, 662]
article-body: By Governor-General's message the Greymouth Harbor Bill was introduced. Mr. Massey said the Bill proposed to give financial assistance to the Greymouth Harbor Board, the finances of which had been in straightened circumstances for some time. — [563, 907, 687, 992]
article — [563, 887, 687, 992]
article-place-dateline: London, Nov. 4. — [192, 1474, 248, 1484]
article-headline: WELLINGTON TOPICS. — [985, 564, 1076, 594]
article-subheadline: DETAILS TO BE PUBLISHED. — [25, 589, 145, 599]
article-body: Before the Forty-four Hour Week Commission, the secretary of the Building Trades Federation gave evidence that numbers of employees have left for New Zealand, California, and other places, where the forty-four hours week is in vogue. In connection with the demand for shorter hours and higher wages for harvesters, the farmers express determination to resist, as there is plenty of labor available from their own ranks and outside sources. The Assembly read a third time the Industrial Arbitration Amendment Bill. The main provision extends power of the Board of Trade to apply a living wage over the whole State. The Anti-Profiteering Bill continues to stormy progress through committee, but so far the Government has succeeded in smothering all vital amendments. Another fracas occurred between the opposing wharf laborers' unions. A posse of loyalists, entering Birts Wharf, attacked, and a general melee followed. Revolvers were brandished on both sides, but were not used. One loyalist was sent to hospital. The police arrived when the battle was over. A mass meeting of waterside workers discussed the executive's decision to declare an overtime strike, and a ballot was taken reversing the executive's action. The strike, so far as Sydney is concerned, therefore remains in operation.—Aus.-N.Z. Cable Assn. — [158, 481, 282, 916]
article — [968, 1151, 1093, 1362]
